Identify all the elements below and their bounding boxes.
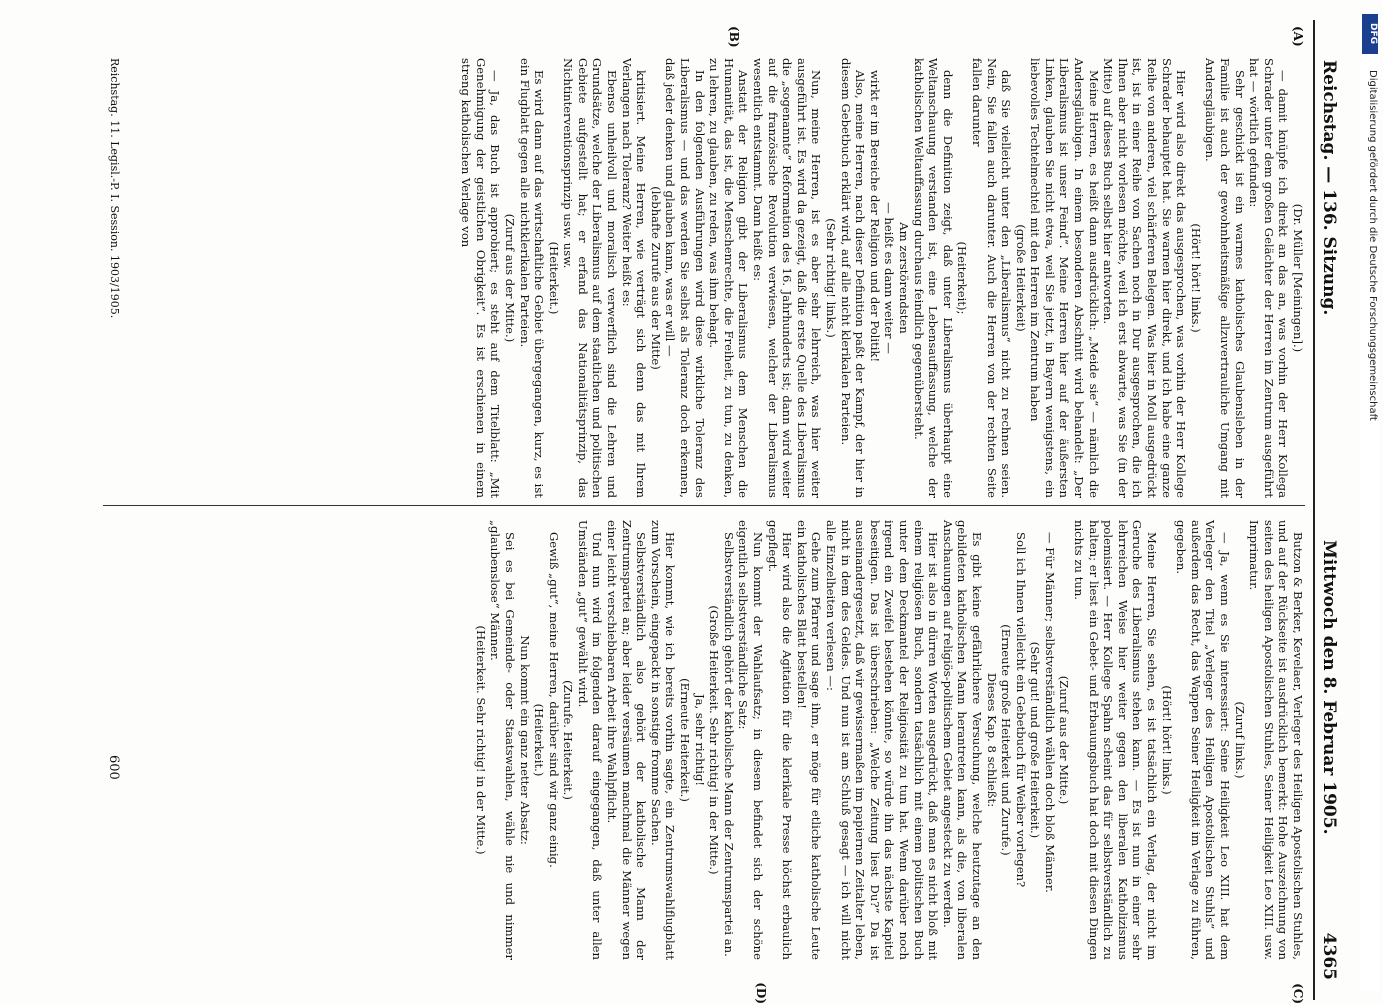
- paragraph: Hier wird also die Agitation für die klerikale Presse höchst erbaulich gepflegt.: [765, 520, 795, 960]
- paragraph: (Sehr gut! und große Heiterkeit.): [1028, 641, 1043, 839]
- paragraph: (Große Heiterkeit. Sehr richtig! in der Mitte.): [707, 605, 722, 875]
- header-page-number: 4365: [1319, 932, 1339, 980]
- paragraph: — heißt es dann weiter —: [882, 202, 897, 354]
- paragraph: Hier kommt, wie ich bereits vorhin sagte, ein Zentrumswahlflugblatt zum Vorschein, eingepackt in sonstige fromme Sachen.: [648, 520, 678, 960]
- paragraph: (Erneute große Heiterkeit und Zurufe.): [999, 624, 1014, 856]
- column-divider: [103, 505, 1305, 506]
- paragraph: Es wird dann auf das wirtschaftliche Gebiet übergegangen, kurz, es ist ein Flugblatt gegen alle nichtklerikalen Parteien.: [517, 58, 547, 498]
- paragraph: (Heiterkeit. Sehr richtig! in der Mitte.): [473, 625, 488, 855]
- paragraph: Hier ist also in dürren Worten ausgedrückt, daß man es nicht bloß mit einem religiösen Buch, sondern tatsächlich mit einem politischen Buch unter dem Deckmantel der Religiosität zu tun hat. Wenn darüber noch irgend ein Zweifel bestehen könnte, so würde ihn das nächste Kapitel beseitigen. Das ist überschrieben: „Welche Zeitung liest Du?“ Da ist auseinandergesetzt, daß wir gewissermaßen im papiernen Zeitalter leben, nicht in dem des Geldes. Und nun ist am Schluß gesagt — ich will nicht alle Einzelheiten verlesen —:: [824, 520, 941, 960]
- paragraph: Ebenso unheilvoll und moralisch verwerflich sind die Lehren und Grundsätze, welche der Liberalismus auf dem staatlichen und politischen Gebiete aufgestellt hat; er erfand das Nationalitätsprinzip, das Nichtinterventionsprinzip usw. usw.: [561, 58, 620, 498]
- rotated-page-content: [63, 20, 1353, 1004]
- header-center: Mittwoch den 8. Februar 1905.: [1319, 540, 1339, 835]
- paragraph: Soll ich Ihnen vielleicht ein Gebetbuch für Weiber vorlegen?: [1013, 532, 1028, 888]
- paragraph: Butzon & Berker, Kevelaer, Verleger des Heiligen Apostolischen Stuhles, und auf der Rückseite ist ausdrücklich bemerkt: Hohe Auszeichnung von seiten des heiligen Apostolischen Stuhles, Seiner Heiligkeit Leo XIII. usw. Imprimatur.: [1247, 520, 1305, 960]
- paragraph: Nun kommt der Wahlaufsatz; in diesem befindet sich der schöne eigentlich selbstverständliche Satz:: [736, 520, 766, 960]
- paragraph: Gehe zum Pfarrer und sage ihm, er möge für etliche katholische Leute ein katholisches Blatt bestellen!: [794, 520, 824, 960]
- paragraph: Dieses Kap. 8 schließt:: [984, 672, 999, 808]
- paragraph: (Dr. Müller [Meiningen].): [1291, 203, 1305, 353]
- paragraph: daß Sie vielleicht unter den „Liberalismus“ nicht zu rechnen seien. Nein, Sie fallen auch darunter. Auch die Herren von der rechten Seite fallen darunter: [969, 58, 1014, 498]
- paragraph: Meine Herren, Sie sehen, es ist tatsächlich ein Verlag, der nicht im Geruche des Liberalismus stehen kann. — Es ist nun in einer sehr lehrreichen Weise hier weiter gegen den liberalen Katholizismus polemisiert. — Herr Kollege Spahn scheint das für selbstverständlich zu halten; er liest ein Gebet- und Erbauungsbuch hat doch mit diesen Dingen nichts zu tun.: [1072, 520, 1160, 960]
- funding-note: Digitalisierung gefördert durch die Deutsche Forschungsgemeinschaft: [1367, 70, 1378, 421]
- paragraph: In den folgenden Ausführungen wird diese wirkliche Toleranz des Liberalismus — und das werden Sie selbst als Toleranz doch erkennen, daß jeder denken und glauben kann, was er will —: [663, 58, 707, 498]
- paragraph: — Für Männer; selbstverständlich wählen doch bloß Männer.: [1042, 532, 1057, 893]
- paragraph: (Heiterkeit.): [532, 703, 547, 777]
- paragraph: Selbstverständlich also gehört der katholische Mann der Zentrumspartei an; aber leider versäumen manchmal die Männer wegen einer leicht verschiebbaren Arbeit ihre Wahlpflicht.: [605, 520, 649, 960]
- sheet-number: 600: [106, 755, 121, 780]
- paragraph: wirkt er im Bereiche der Religion und der Politik!: [867, 70, 882, 363]
- paragraph: Und nun wird im folgenden darauf eingegangen, daß unter allen Umständen „gut“ gewählt wird.: [575, 520, 605, 960]
- header-left: Reichstag. — 136. Sitzung.: [1319, 60, 1339, 316]
- paragraph: (Erneute Heiterkeit.): [678, 678, 693, 802]
- paragraph: Nun, meine Herren, ist es aber sehr lehrreich, was hier weiter ausgeführt ist. Es wird da gezeigt, daß die erste Quelle des Liberalismus die „sogenannte“ Reformation des 16. Jahrhunderts ist; dann wird weiter auf die französische Revolution verwiesen, welcher der Liberalismus wesentlich entstammt. Dann heißt es:: [751, 58, 824, 498]
- paragraph: (Zuruf aus der Mitte.): [1057, 675, 1072, 805]
- page-header: [1313, 20, 1353, 1000]
- paragraph: — damit knüpfe ich direkt an das an, was vorhin der Herr Kollega Schrader unter dem großen Gelächter der Herren im Zentrum ausgeführt hat — wörtlich gefunden:: [1247, 58, 1291, 498]
- right-text-column: [473, 520, 1305, 960]
- paragraph: Sei es bei Gemeinde- oder Staatswahlen, wähle nie und nimmer „glaubenslose“ Männer.: [488, 520, 517, 960]
- page-footer: Reichstag. 11. Legisl.-P. I. Session. 1903/1905.: [108, 58, 121, 319]
- paragraph: (Zuruf aus der Mitte.): [502, 213, 517, 343]
- paragraph: kritisiert. Meine Herren, wie verträgt sich denn das mit Ihrem Verlangen nach Toleranz? Weiter heißt es:: [619, 58, 649, 498]
- paragraph: (Heiterkeit);: [955, 241, 970, 315]
- paragraph: (Hört! hört! links.): [1159, 685, 1174, 795]
- paragraph: Nun kommt ein ganz netter Absatz:: [517, 635, 532, 845]
- paragraph: Also, meine Herren, nach dieser Definition paßt der Kampf, der hier in diesem Gebetbuch erklärt wird, auf alle nicht klerikalen Parteien.: [838, 58, 868, 498]
- paragraph: Sehr geschickt ist ein warmes katholisches Glaubensleben in der Familie ist auch der gewohnheitsmäßige allzuvertrauliche Umgang mit Andersgläubigen.: [1203, 58, 1247, 498]
- paragraph: — Ja, wenn es Sie interessiert: Seine Heiligkeit Leo XIII. hat dem Verleger den Titel „Verleger des Heiligen Apostolischen Stuhls“ und außerdem das Recht, das Wappen Seiner Heiligkeit im Verlage zu führen, gegeben.: [1174, 520, 1233, 960]
- paragraph: Am zerstörendsten: [896, 222, 911, 334]
- paragraph: (Zurufe. Heiterkeit.): [561, 680, 576, 800]
- paragraph: (große Heiterkeit): [1013, 224, 1028, 332]
- margin-marker-c: (C): [1291, 983, 1305, 1004]
- paragraph: Ja, sehr richtig!: [692, 693, 707, 787]
- paragraph: (Zuruf links.): [1232, 701, 1247, 779]
- paragraph: (Sehr richtig! links.): [824, 218, 838, 338]
- paragraph: Anstatt der Religion gibt der Liberalismus dem Menschen die Humanität, das ist, die Menschenrechte, die Freiheit, zu tun, zu denken, zu lehren, zu glauben, zu reden, was ihm behagt.: [707, 58, 751, 498]
- paragraph: — Ja, das Buch ist approbiert; es steht auf dem Titelblatt: „Mit Genehmigung der geistlichen Obrigkeit“. Es ist erschienen in einem streng katholischen Verlage von: [459, 58, 503, 498]
- left-text-column: [459, 58, 1305, 498]
- margin-marker-d: (D): [754, 982, 768, 1004]
- paragraph: (Hört! hört! links.): [1188, 223, 1203, 333]
- paragraph: Gewiß „gut“, meine Herren, darüber sind wir ganz einig.: [546, 532, 561, 868]
- paragraph: Meine Herren, es heißt dann ausdrücklich: „Meide sie“ — nämlich die Andersgläubigen. In einem besonderen Abschnitt wird behandelt: „Der Liberalismus ist unser Feind“. Meine Herren hier auf der äußersten Linken, glauben Sie nicht etwa, weil Sie jetzt, in Bayern wenigstens, ein liebevolles Techtelmechtel mit den Herren im Zentrum haben: [1028, 58, 1101, 498]
- paragraph: Selbstverständlich gehört der katholische Mann der Zentrumspartei an.: [721, 532, 736, 957]
- funding-sidebar: [1360, 10, 1380, 990]
- paragraph: (lebhafte Zurufe aus der Mitte): [648, 186, 663, 370]
- paragraph: Hier wird also direkt das ausgesprochen, was vorhin der Herr Kollege Schrader behauptet hat. Sie warnen hier direkt, und ich habe eine ganze Reihe von anderen, viel schärferen Belegen. Was hier in Moll ausgedrückt ist, ist in einer Reihe von Sachen noch in Dur ausgesprochen, die ich Ihnen aber nicht vorlesen möchte, weil ich erst abwarte, was Sie (in der Mitte) auf dieses Buch selbst hier antworten.: [1101, 58, 1189, 498]
- paragraph: denn die Definition zeigt, daß unter Liberalismus überhaupt eine Weltanschauung verstanden ist, eine Lebensauffassung, welche der katholischen Weltauffassung durchaus feindlich gegenübersteht.: [911, 58, 955, 498]
- paragraph: Es gibt keine gefährlichere Versuchung, welche heutzutage an den gebildeten katholischen Mann herantreten kann, als die, von liberalen Anschauungen auf religiös-politischem Gebiet angesteckt zu werden.: [940, 520, 984, 960]
- dfg-logo: DFG: [1362, 14, 1378, 54]
- margin-marker-a: (A): [1291, 26, 1305, 47]
- margin-marker-b: (B): [727, 26, 741, 48]
- paragraph: (Heiterkeit.): [546, 241, 561, 315]
